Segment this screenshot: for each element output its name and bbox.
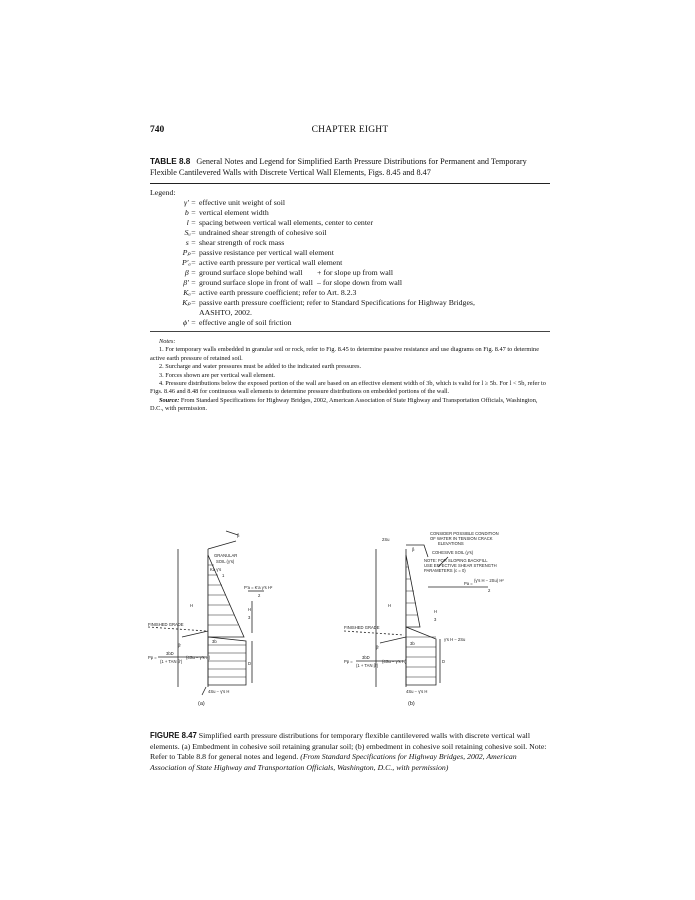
- label-d-a: D: [248, 661, 252, 666]
- label-h-a: H: [190, 603, 194, 608]
- legend-item: ϕ′ = effective angle of soil friction: [183, 318, 292, 327]
- label-three-a: 3: [248, 615, 251, 620]
- label-pp-num-b: 3bD: [362, 655, 370, 660]
- table-top-rule: [150, 183, 550, 184]
- panel-label-b: (b): [408, 701, 415, 707]
- label-cohesive-soil: COHESIVE SOIL (γ′s): [432, 550, 474, 555]
- table-notes: [150, 338, 550, 414]
- notes-heading: Notes:: [159, 338, 176, 345]
- label-note-2: USE EFFECTIVE SHEAR STRENGTH: [424, 563, 497, 568]
- legend-item: Kₐ= active earth pressure coefficient; refer to Art. 8.2.3: [183, 288, 357, 297]
- figure-8-47: [148, 527, 548, 719]
- label-top-note-2: OF WATER IN TENSION CRACK: [430, 536, 493, 541]
- label-3b-a: 3b: [212, 639, 217, 644]
- label-pp-b: Pp =: [344, 659, 353, 664]
- legend-note: + for slope up from wall: [317, 268, 394, 277]
- label-bottom-a: 4Su − γ′s H: [208, 689, 230, 694]
- panel-label-a: (a): [198, 701, 205, 707]
- legend-heading: Legend:: [150, 188, 176, 197]
- panel-a: [148, 531, 264, 695]
- label-top-note-1: CONSIDER POSSIBLE CONDITION: [430, 531, 499, 536]
- legend-item: β = ground surface slope behind wall + for slope up from wall: [184, 268, 394, 277]
- figure-caption-text: Simplified earth pressure distributions for temporary flexible cantilevered walls with discrete vertical wall elements. (a) Embedment in cohesive soil retaining granular soil; (b) embedment in cohesive soil retaining cohesive soil. Note: Refer to Table 8.8 for general notes and legend.: [150, 731, 547, 762]
- legend-item: l = spacing between vertical wall elements, center to center: [186, 218, 374, 227]
- note-item: 1. For temporary walls embedded in granular soil or rock, refer to Fig. 8.45 to determine passive resistance and use diagrams on Fig. 8.47 to determine active earth pressure of retained soil.: [150, 346, 539, 362]
- label-ka: Ka γ′s: [210, 567, 222, 572]
- legend-item: Kₚ= passive earth pressure coefficient; refer to Standard Specifications for Highway Bridges,: [182, 298, 475, 307]
- label-pp-mult-b: (4Su − γ′s H): [382, 659, 407, 664]
- label-beta-prime-b: β′: [376, 645, 380, 650]
- page-content: [150, 125, 550, 414]
- note-item: 2. Surcharge and water pressures must be added to the indicated earth pressures.: [159, 363, 362, 371]
- label-2su: 2Su: [382, 537, 390, 542]
- label-bottom-b: 4Su − γ′s H: [406, 689, 428, 694]
- label-top-note-3: ELEVATIONS: [438, 541, 464, 546]
- table-label: TABLE 8.8: [150, 157, 191, 166]
- figure-drawing: [148, 527, 548, 719]
- note-item: 3. Forces shown are per vertical wall element.: [159, 371, 275, 379]
- legend-bottom-rule: [150, 331, 550, 332]
- table-caption: [150, 156, 550, 178]
- label-pa-num-b: (γ′s H − 2Su) H²: [474, 578, 504, 583]
- label-soil-a: SOIL (γ′s): [216, 559, 235, 564]
- label-pa-b: Pa =: [464, 581, 473, 586]
- label-pp-num-a: 3bD: [166, 651, 174, 656]
- legend-item: β′ = ground surface slope in front of wall – for slope down from wall: [183, 278, 403, 287]
- table-caption-text: General Notes and Legend for Simplified Earth Pressure Distributions for Permanent and Temporary Flexible Cantilevered Walls with Discrete Vertical Wall Elements, Figs. 8.45 and 8.47: [150, 157, 527, 177]
- label-beta-a: β: [237, 533, 240, 538]
- legend-note: – for slope down from wall: [317, 278, 403, 287]
- legend-item: b = vertical element width: [184, 208, 269, 217]
- label-pp-mult-a: (4Su − γ′s H): [186, 655, 211, 660]
- label-beta-b: β: [412, 547, 415, 552]
- label-beta-prime-a: β′: [178, 643, 182, 648]
- label-finished-grade-a: FINISHED GRADE: [148, 622, 184, 627]
- label-right-b: γ′s H − 2Su: [444, 637, 466, 642]
- legend-item-continuation: AASHTO, 2002.: [199, 308, 252, 317]
- label-d-b: D: [442, 659, 446, 664]
- note-item: 4. Pressure distributions below the exposed portion of the wall are based on an effective element width of 3b, which is valid for l ≥ 5b. For l < 5b, refer to Figs. 8.46 and 8.48 for continuous wall elements to determine pressure distributions on embedded portions of the wall.: [150, 380, 546, 396]
- label-finished-grade-b: FINISHED GRADE: [344, 625, 380, 630]
- label-note-3: PARAMETERS (c = 0): [424, 568, 466, 573]
- label-3b-b: 3b: [410, 641, 415, 646]
- legend-item: s = shear strength of rock mass: [185, 238, 285, 247]
- label-pp-den-b: (1 + TAN β′): [356, 663, 379, 668]
- source-note: Source: From Standard Specifications for Highway Bridges, 2002, American Association of State Highway and Transportation Officials, Washington, D.C., with permission.: [150, 396, 538, 413]
- label-pa-den-b: 2: [488, 588, 491, 593]
- label-one: 1: [222, 573, 225, 578]
- figure-label: FIGURE 8.47: [150, 731, 197, 740]
- label-h3-a: H: [248, 607, 252, 612]
- figure-caption: [150, 731, 550, 773]
- label-pp-den-a: (1 + TAN β′): [160, 659, 183, 664]
- label-h3-b: H: [434, 609, 438, 614]
- label-pp-a: Pp =: [148, 655, 157, 660]
- label-two: 2: [258, 593, 261, 598]
- label-note-1: NOTE: FOR SLOPING BACKFILL: [424, 558, 488, 563]
- legend-item: P′ₐ= active earth pressure per vertical wall element: [181, 258, 343, 267]
- legend: [150, 188, 550, 328]
- page-number: 740: [150, 125, 165, 135]
- legend-item: γ′ = effective unit weight of soil: [184, 198, 286, 207]
- running-header: [150, 125, 550, 139]
- label-three-b: 3: [434, 617, 437, 622]
- label-pa-a: P′a = K′a γ′s H²: [244, 585, 273, 590]
- label-granular: GRANULAR: [214, 553, 238, 558]
- figure-caption-source: (From Standard Specifications for Highway Bridges, 2002, American Association of State Highway and Transportation Officials, Washington, D.C., with permission): [150, 752, 517, 772]
- label-h-b: H: [388, 603, 392, 608]
- chapter-title: CHAPTER EIGHT: [311, 125, 389, 135]
- legend-item: Pₚ= passive resistance per vertical wall element: [182, 248, 334, 257]
- legend-item: Sᵤ= undrained shear strength of cohesive soil: [184, 228, 327, 237]
